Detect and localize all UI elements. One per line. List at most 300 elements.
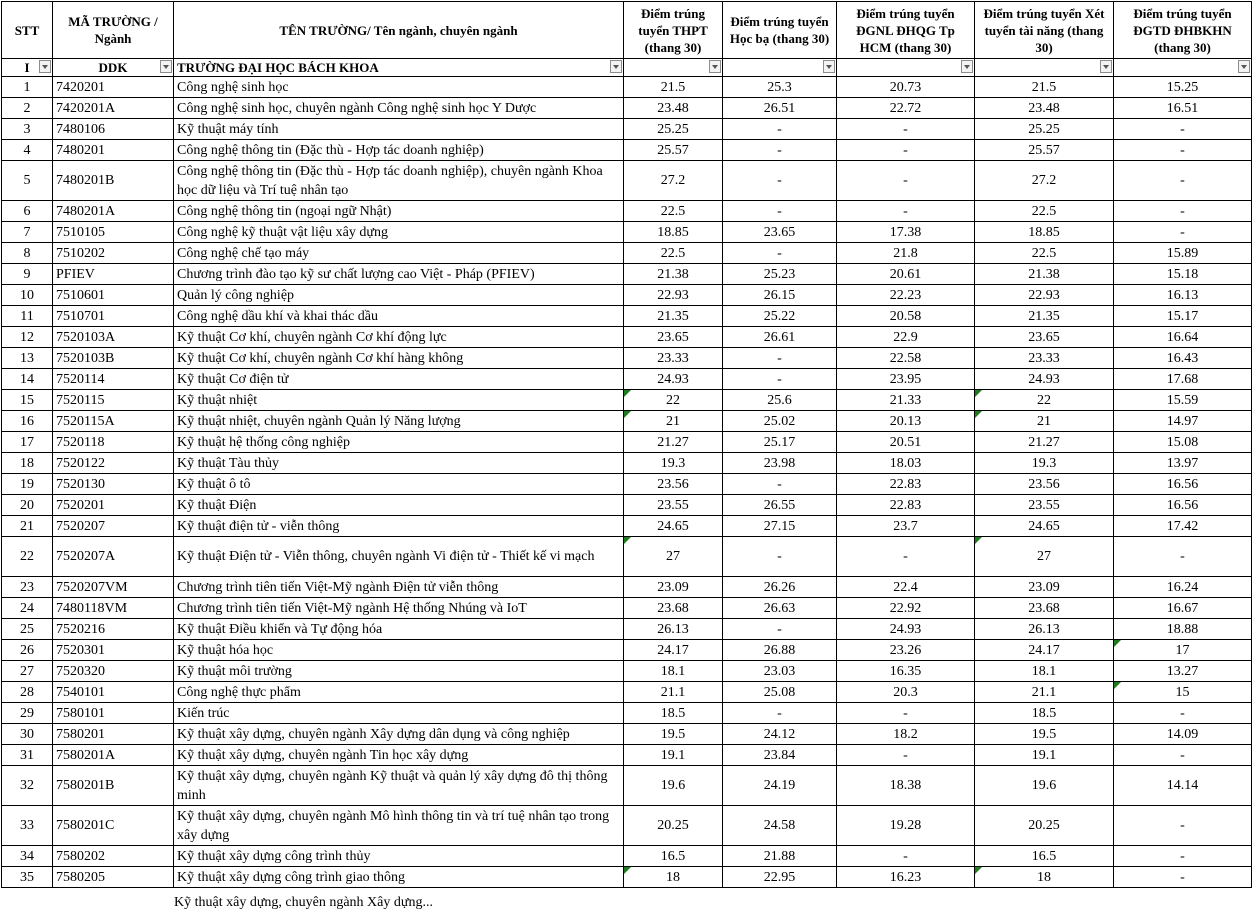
cell-ten-nganh[interactable]: Kỹ thuật máy tính [174, 119, 624, 140]
cell-diem-thpt[interactable]: 27 [624, 537, 723, 577]
cell-diem-dgtd[interactable]: 16.56 [1114, 495, 1252, 516]
cell-ma-nganh[interactable]: PFIEV [53, 264, 174, 285]
cell-stt[interactable]: 23 [2, 577, 53, 598]
cell-diem-tai-nang[interactable]: 27 [975, 537, 1114, 577]
cell-ten-nganh[interactable]: Kỹ thuật xây dựng công trình thủy [174, 846, 624, 867]
cell-diem-thpt[interactable]: 22.5 [624, 243, 723, 264]
cell-diem-tai-nang[interactable]: 24.93 [975, 369, 1114, 390]
cell-diem-hoc-ba[interactable]: 24.58 [723, 806, 837, 846]
cell-diem-tai-nang[interactable]: 22 [975, 390, 1114, 411]
cell-stt[interactable]: 15 [2, 390, 53, 411]
cell-ten-nganh[interactable]: Kỹ thuật Điện tử - Viễn thông, chuyên ngành Vi điện tử - Thiết kế vi mạch [174, 537, 624, 577]
cell-diem-dgtd[interactable]: - [1114, 867, 1252, 888]
cell-ten-nganh[interactable]: Công nghệ sinh học, chuyên ngành Công nghệ sinh học Y Dược [174, 98, 624, 119]
cell-diem-dgtd[interactable]: - [1114, 846, 1252, 867]
cell-diem-dgnl[interactable]: - [837, 703, 975, 724]
table-row [2, 411, 1252, 432]
cell-diem-hoc-ba[interactable]: - [723, 119, 837, 140]
cell-ten-nganh[interactable]: Kỹ thuật xây dựng công trình giao thông [174, 867, 624, 888]
cell-stt[interactable]: 28 [2, 682, 53, 703]
cell-diem-tai-nang[interactable]: 23.55 [975, 495, 1114, 516]
cell-diem-hoc-ba[interactable]: - [723, 537, 837, 577]
cell-ma-nganh[interactable]: 7520130 [53, 474, 174, 495]
cell-ten-nganh[interactable]: Kỹ thuật môi trường [174, 661, 624, 682]
cell-stt[interactable]: 21 [2, 516, 53, 537]
cell-diem-tai-nang[interactable]: 23.48 [975, 98, 1114, 119]
filter-dropdown-icon[interactable] [610, 60, 622, 73]
table-row [2, 682, 1252, 703]
cell-diem-dgtd[interactable]: - [1114, 806, 1252, 846]
cell-diem-dgtd[interactable]: 16.51 [1114, 98, 1252, 119]
cell-diem-dgnl[interactable]: 20.13 [837, 411, 975, 432]
cell-diem-dgnl[interactable]: 19.28 [837, 806, 975, 846]
cell-diem-dgtd[interactable]: 17.42 [1114, 516, 1252, 537]
cell-diem-dgtd[interactable]: 16.24 [1114, 577, 1252, 598]
cell-ten-nganh[interactable]: Kỹ thuật xây dựng, chuyên ngành Tin học xây dựng [174, 745, 624, 766]
cell-stt[interactable]: 10 [2, 285, 53, 306]
cell-diem-dgnl[interactable]: 22.58 [837, 348, 975, 369]
cell-ma-nganh[interactable]: 7520201 [53, 495, 174, 516]
cell-diem-hoc-ba[interactable]: 21.88 [723, 846, 837, 867]
cell-diem-tai-nang[interactable]: 18.1 [975, 661, 1114, 682]
cell-ma-nganh[interactable]: 7480201 [53, 140, 174, 161]
cell-diem-dgnl[interactable]: - [837, 161, 975, 201]
cell-diem-dgnl[interactable]: 20.3 [837, 682, 975, 703]
cell-stt[interactable]: 14 [2, 369, 53, 390]
cell-diem-thpt[interactable]: 23.68 [624, 598, 723, 619]
cell-diem-hoc-ba[interactable]: - [723, 140, 837, 161]
cell-ten-nganh[interactable]: Công nghệ thông tin (Đặc thù - Hợp tác doanh nghiệp) [174, 140, 624, 161]
cell-diem-tai-nang[interactable]: 26.13 [975, 619, 1114, 640]
cell-ma-nganh[interactable]: 7480106 [53, 119, 174, 140]
cell-diem-hoc-ba[interactable]: 26.88 [723, 640, 837, 661]
cell-diem-dgnl[interactable]: 17.38 [837, 222, 975, 243]
table-row [2, 201, 1252, 222]
cell-diem-tai-nang[interactable]: 22.5 [975, 243, 1114, 264]
cell-diem-thpt[interactable]: 23.65 [624, 327, 723, 348]
table-row [2, 724, 1252, 745]
cell-diem-tai-nang[interactable]: 19.5 [975, 724, 1114, 745]
cell-ma-nganh[interactable]: 7520115 [53, 390, 174, 411]
cell-diem-thpt[interactable]: 23.56 [624, 474, 723, 495]
cell-ma-nganh[interactable]: 7540101 [53, 682, 174, 703]
cell-diem-thpt[interactable]: 21.35 [624, 306, 723, 327]
cell-diem-thpt[interactable]: 27.2 [624, 161, 723, 201]
cell-diem-hoc-ba[interactable]: - [723, 474, 837, 495]
table-row [2, 703, 1252, 724]
cell-diem-tai-nang[interactable]: 24.65 [975, 516, 1114, 537]
cell-diem-dgnl[interactable]: 22.72 [837, 98, 975, 119]
cell-ten-nganh[interactable]: Kỹ thuật điện tử - viễn thông [174, 516, 624, 537]
cell-diem-dgtd[interactable]: 14.09 [1114, 724, 1252, 745]
cell-diem-tai-nang[interactable]: 23.56 [975, 474, 1114, 495]
cell-diem-dgtd[interactable]: 15.89 [1114, 243, 1252, 264]
cell-ten-nganh[interactable]: Kỹ thuật Cơ điện tử [174, 369, 624, 390]
cell-stt[interactable]: 20 [2, 495, 53, 516]
cell-diem-dgnl[interactable]: - [837, 140, 975, 161]
cell-diem-dgnl[interactable]: 20.51 [837, 432, 975, 453]
cell-diem-tai-nang[interactable]: 19.3 [975, 453, 1114, 474]
cell-ma-nganh[interactable]: 7580201A [53, 745, 174, 766]
cell-diem-dgtd[interactable]: 13.97 [1114, 453, 1252, 474]
cell-diem-dgtd[interactable]: 17 [1114, 640, 1252, 661]
cell-diem-dgtd[interactable]: - [1114, 201, 1252, 222]
cell-diem-thpt[interactable]: 21.1 [624, 682, 723, 703]
cell-diem-dgnl[interactable]: 21.33 [837, 390, 975, 411]
cell-stt[interactable]: 5 [2, 161, 53, 201]
cell-diem-dgnl[interactable]: 22.4 [837, 577, 975, 598]
cell-ten-nganh[interactable]: Kỹ thuật nhiệt [174, 390, 624, 411]
cell-diem-thpt[interactable]: 26.13 [624, 619, 723, 640]
cell-ten-nganh[interactable]: Kiến trúc [174, 703, 624, 724]
cell-diem-tai-nang[interactable]: 24.17 [975, 640, 1114, 661]
cell-diem-tai-nang[interactable]: 16.5 [975, 846, 1114, 867]
cell-ma-nganh[interactable]: 7420201 [53, 77, 174, 98]
cell-diem-hoc-ba[interactable]: 23.98 [723, 453, 837, 474]
filter-dropdown-icon[interactable] [709, 60, 721, 73]
cell-diem-dgtd[interactable]: 16.13 [1114, 285, 1252, 306]
cell-ten-nganh[interactable]: Quản lý công nghiệp [174, 285, 624, 306]
cell-diem-hoc-ba[interactable]: 26.61 [723, 327, 837, 348]
cell-diem-dgnl[interactable]: 20.61 [837, 264, 975, 285]
cell-diem-hoc-ba[interactable]: 25.08 [723, 682, 837, 703]
cell-diem-dgtd[interactable]: - [1114, 537, 1252, 577]
cell-diem-dgnl[interactable]: - [837, 119, 975, 140]
cell-diem-hoc-ba[interactable]: 23.84 [723, 745, 837, 766]
cell-diem-dgnl[interactable]: 22.9 [837, 327, 975, 348]
cell-diem-tai-nang[interactable]: 19.1 [975, 745, 1114, 766]
school-code: DDK [98, 59, 128, 75]
cell-diem-tai-nang[interactable]: 21 [975, 411, 1114, 432]
cell-diem-tai-nang[interactable]: 21.5 [975, 77, 1114, 98]
cell-diem-tai-nang[interactable]: 21.38 [975, 264, 1114, 285]
cell-diem-dgnl[interactable]: 24.93 [837, 619, 975, 640]
cell-diem-thpt[interactable]: 22.5 [624, 201, 723, 222]
cell-ma-nganh[interactable]: 7520320 [53, 661, 174, 682]
cell-diem-thpt[interactable]: 24.65 [624, 516, 723, 537]
cell-diem-thpt[interactable]: 19.5 [624, 724, 723, 745]
cell-stt[interactable]: 19 [2, 474, 53, 495]
cell-diem-hoc-ba[interactable]: 25.22 [723, 306, 837, 327]
cell-stt[interactable]: 13 [2, 348, 53, 369]
filter-dropdown-icon[interactable] [39, 60, 51, 73]
cell-ten-nganh[interactable]: Kỹ thuật Cơ khí, chuyên ngành Cơ khí động lực [174, 327, 624, 348]
cell-diem-tai-nang[interactable]: 18.85 [975, 222, 1114, 243]
table-row [2, 327, 1252, 348]
cell-diem-tai-nang[interactable]: 18 [975, 867, 1114, 888]
cell-diem-dgnl[interactable]: - [837, 201, 975, 222]
cell-diem-thpt[interactable]: 19.3 [624, 453, 723, 474]
cell-stt[interactable]: 27 [2, 661, 53, 682]
cell-ten-nganh[interactable]: Kỹ thuật Điều khiển và Tự động hóa [174, 619, 624, 640]
cell-diem-tai-nang[interactable]: 27.2 [975, 161, 1114, 201]
cell-ma-nganh[interactable]: 7520103B [53, 348, 174, 369]
cell-diem-dgtd[interactable]: 16.64 [1114, 327, 1252, 348]
cell-stt[interactable]: 34 [2, 846, 53, 867]
cell-diem-tai-nang[interactable]: 25.25 [975, 119, 1114, 140]
cell-diem-tai-nang[interactable]: 23.68 [975, 598, 1114, 619]
school-name: TRƯỜNG ĐẠI HỌC BÁCH KHOA [177, 59, 379, 75]
cell-ten-nganh[interactable]: Công nghệ thông tin (Đặc thù - Hợp tác doanh nghiệp), chuyên ngành Khoa học dữ liệu và Trí tuệ nhân tạo [174, 161, 624, 201]
cell-stt[interactable]: 32 [2, 766, 53, 806]
cell-stt[interactable]: 29 [2, 703, 53, 724]
cell-ten-nganh[interactable]: Kỹ thuật Cơ khí, chuyên ngành Cơ khí hàng không [174, 348, 624, 369]
cell-diem-hoc-ba[interactable]: 26.15 [723, 285, 837, 306]
filter-dropdown-icon[interactable] [1100, 60, 1112, 73]
cell-diem-tai-nang[interactable]: 22.5 [975, 201, 1114, 222]
cell-diem-hoc-ba[interactable]: 26.26 [723, 577, 837, 598]
cell-diem-thpt[interactable]: 18 [624, 867, 723, 888]
cell-ma-nganh[interactable]: 7520216 [53, 619, 174, 640]
cell-diem-hoc-ba[interactable]: - [723, 703, 837, 724]
cell-ma-nganh[interactable]: 7580201 [53, 724, 174, 745]
cell-diem-hoc-ba[interactable]: 26.51 [723, 98, 837, 119]
cell-ma-nganh[interactable]: 7480201B [53, 161, 174, 201]
cell-diem-dgnl[interactable]: 22.92 [837, 598, 975, 619]
cell-diem-hoc-ba[interactable]: - [723, 161, 837, 201]
cell-diem-dgnl[interactable]: 23.26 [837, 640, 975, 661]
cell-diem-hoc-ba[interactable]: 22.95 [723, 867, 837, 888]
cell-diem-thpt[interactable]: 18.5 [624, 703, 723, 724]
cell-ten-nganh[interactable]: Công nghệ sinh học [174, 77, 624, 98]
cell-ma-nganh[interactable]: 7520301 [53, 640, 174, 661]
cell-ma-nganh[interactable]: 7520207VM [53, 577, 174, 598]
cell-diem-dgtd[interactable]: 14.97 [1114, 411, 1252, 432]
cell-ten-nganh[interactable]: Kỹ thuật nhiệt, chuyên ngành Quản lý Năng lượng [174, 411, 624, 432]
cell-diem-dgnl[interactable]: 23.7 [837, 516, 975, 537]
cell-ten-nganh[interactable]: Công nghệ thông tin (ngoại ngữ Nhật) [174, 201, 624, 222]
cell-diem-tai-nang[interactable]: 21.27 [975, 432, 1114, 453]
cell-diem-dgnl[interactable]: 22.23 [837, 285, 975, 306]
cell-diem-dgnl[interactable]: 18.03 [837, 453, 975, 474]
cell-diem-dgnl[interactable]: 22.83 [837, 495, 975, 516]
cell-diem-dgtd[interactable]: 16.43 [1114, 348, 1252, 369]
cell-diem-dgnl[interactable]: 23.95 [837, 369, 975, 390]
cell-diem-tai-nang[interactable]: 25.57 [975, 140, 1114, 161]
cell-diem-hoc-ba[interactable]: - [723, 348, 837, 369]
cell-diem-hoc-ba[interactable]: 27.15 [723, 516, 837, 537]
cell-stt[interactable]: 17 [2, 432, 53, 453]
cell-stt[interactable]: 3 [2, 119, 53, 140]
cell-diem-thpt[interactable]: 23.09 [624, 577, 723, 598]
cell-diem-thpt[interactable]: 23.33 [624, 348, 723, 369]
cell-stt[interactable]: 22 [2, 537, 53, 577]
cell-diem-dgnl[interactable]: 18.38 [837, 766, 975, 806]
cell-diem-dgtd[interactable]: 15.17 [1114, 306, 1252, 327]
cell-ma-nganh[interactable]: 7520207A [53, 537, 174, 577]
cell-ten-nganh[interactable]: Kỹ thuật hệ thống công nghiệp [174, 432, 624, 453]
cell-ten-nganh[interactable]: Kỹ thuật xây dựng, chuyên ngành Kỹ thuật và quản lý xây dựng đô thị thông minh [174, 766, 624, 806]
cell-ma-nganh[interactable]: 7580205 [53, 867, 174, 888]
cell-ma-nganh[interactable]: 7520103A [53, 327, 174, 348]
cell-diem-dgtd[interactable]: 15.25 [1114, 77, 1252, 98]
cell-ten-nganh[interactable]: Công nghệ thực phẩm [174, 682, 624, 703]
cell-ten-nganh[interactable]: Kỹ thuật Tàu thủy [174, 453, 624, 474]
filter-dropdown-icon[interactable] [823, 60, 835, 73]
cell-diem-hoc-ba[interactable]: 25.23 [723, 264, 837, 285]
cell-diem-hoc-ba[interactable]: 24.19 [723, 766, 837, 806]
cell-diem-dgtd[interactable]: 15 [1114, 682, 1252, 703]
cell-diem-tai-nang[interactable]: 23.09 [975, 577, 1114, 598]
cell-diem-hoc-ba[interactable]: 26.55 [723, 495, 837, 516]
cell-diem-dgtd[interactable]: 14.14 [1114, 766, 1252, 806]
cell-diem-dgtd[interactable]: 15.08 [1114, 432, 1252, 453]
cell-diem-hoc-ba[interactable]: 25.6 [723, 390, 837, 411]
cell-ma-nganh[interactable]: 7580101 [53, 703, 174, 724]
cell-diem-dgtd[interactable]: 16.56 [1114, 474, 1252, 495]
cell-diem-dgtd[interactable]: 16.67 [1114, 598, 1252, 619]
cell-diem-hoc-ba[interactable]: 23.65 [723, 222, 837, 243]
cell-diem-thpt[interactable]: 23.48 [624, 98, 723, 119]
cell-diem-tai-nang[interactable]: 23.65 [975, 327, 1114, 348]
cell-ma-nganh[interactable]: 7510601 [53, 285, 174, 306]
cell-stt[interactable]: 30 [2, 724, 53, 745]
cell-diem-dgtd[interactable]: - [1114, 119, 1252, 140]
cell-diem-thpt[interactable]: 19.6 [624, 766, 723, 806]
cell-diem-thpt[interactable]: 20.25 [624, 806, 723, 846]
cell-stt[interactable]: 24 [2, 598, 53, 619]
cell-diem-thpt[interactable]: 21 [624, 411, 723, 432]
cell-ten-nganh[interactable]: Kỹ thuật xây dựng, chuyên ngành Mô hình thông tin và trí tuệ nhân tạo trong xây dựng [174, 806, 624, 846]
cell-diem-dgtd[interactable]: - [1114, 703, 1252, 724]
cell-ma-nganh[interactable]: 7580201C [53, 806, 174, 846]
cell-stt[interactable]: 16 [2, 411, 53, 432]
cell-diem-dgnl[interactable]: - [837, 846, 975, 867]
cell-diem-hoc-ba[interactable]: - [723, 369, 837, 390]
cell-ma-nganh[interactable]: 7520122 [53, 453, 174, 474]
cell-ma-nganh[interactable]: 7520114 [53, 369, 174, 390]
cell-diem-dgtd[interactable]: - [1114, 140, 1252, 161]
cell-diem-tai-nang[interactable]: 22.93 [975, 285, 1114, 306]
cell-ten-nganh[interactable]: Công nghệ chế tạo máy [174, 243, 624, 264]
cell-ma-nganh[interactable]: 7520207 [53, 516, 174, 537]
cell-diem-dgnl[interactable]: - [837, 537, 975, 577]
cell-diem-thpt[interactable]: 21.27 [624, 432, 723, 453]
cell-diem-hoc-ba[interactable]: - [723, 619, 837, 640]
cell-diem-thpt[interactable]: 21.38 [624, 264, 723, 285]
table-row [2, 867, 1252, 888]
cell-ma-nganh[interactable]: 7520115A [53, 411, 174, 432]
cell-ten-nganh[interactable]: Kỹ thuật ô tô [174, 474, 624, 495]
cell-ten-nganh[interactable]: Chương trình đào tạo kỹ sư chất lượng cao Việt - Pháp (PFIEV) [174, 264, 624, 285]
cell-diem-hoc-ba[interactable]: 23.03 [723, 661, 837, 682]
cell-diem-dgnl[interactable]: 20.58 [837, 306, 975, 327]
cell-diem-dgnl[interactable]: 21.8 [837, 243, 975, 264]
cell-diem-dgnl[interactable]: 18.2 [837, 724, 975, 745]
cell-diem-thpt[interactable]: 24.17 [624, 640, 723, 661]
cell-stt[interactable]: 33 [2, 806, 53, 846]
cell-diem-dgnl[interactable]: - [837, 745, 975, 766]
cell-diem-hoc-ba[interactable]: - [723, 201, 837, 222]
cell-diem-dgnl[interactable]: 16.35 [837, 661, 975, 682]
cell-diem-hoc-ba[interactable]: 25.17 [723, 432, 837, 453]
cell-stt[interactable]: 35 [2, 867, 53, 888]
cell-diem-dgtd[interactable]: - [1114, 161, 1252, 201]
cell-diem-tai-nang[interactable]: 20.25 [975, 806, 1114, 846]
section-roman-numeral: I [24, 59, 30, 75]
cell-diem-dgtd[interactable]: 15.18 [1114, 264, 1252, 285]
cell-diem-hoc-ba[interactable]: - [723, 243, 837, 264]
cell-stt[interactable]: 6 [2, 201, 53, 222]
cell-stt[interactable]: 4 [2, 140, 53, 161]
cell-diem-hoc-ba[interactable]: 25.02 [723, 411, 837, 432]
cell-ma-nganh[interactable]: 7510105 [53, 222, 174, 243]
cell-diem-tai-nang[interactable]: 21.1 [975, 682, 1114, 703]
cell-diem-dgnl[interactable]: 16.23 [837, 867, 975, 888]
cell-diem-dgtd[interactable]: 17.68 [1114, 369, 1252, 390]
cell-diem-tai-nang[interactable]: 23.33 [975, 348, 1114, 369]
cell-diem-tai-nang[interactable]: 21.35 [975, 306, 1114, 327]
cell-ma-nganh[interactable]: 7580202 [53, 846, 174, 867]
cell-stt[interactable]: 31 [2, 745, 53, 766]
partial-row-name: Kỹ thuật xây dựng, chuyên ngành Xây dựng... [174, 895, 433, 910]
cell-diem-dgnl[interactable]: 22.83 [837, 474, 975, 495]
cell-stt[interactable]: 26 [2, 640, 53, 661]
cell-ma-nganh[interactable]: 7480201A [53, 201, 174, 222]
cell-diem-dgtd[interactable]: - [1114, 222, 1252, 243]
cell-diem-hoc-ba[interactable]: 25.3 [723, 77, 837, 98]
cell-ma-nganh[interactable]: 7480118VM [53, 598, 174, 619]
cell-diem-thpt[interactable]: 25.57 [624, 140, 723, 161]
cell-ma-nganh[interactable]: 7580201B [53, 766, 174, 806]
cell-stt[interactable]: 8 [2, 243, 53, 264]
cell-diem-hoc-ba[interactable]: 26.63 [723, 598, 837, 619]
cell-ten-nganh[interactable]: Công nghệ kỹ thuật vật liệu xây dựng [174, 222, 624, 243]
cell-stt[interactable]: 18 [2, 453, 53, 474]
cell-stt[interactable]: 11 [2, 306, 53, 327]
cell-ten-nganh[interactable]: Công nghệ dầu khí và khai thác dầu [174, 306, 624, 327]
cell-stt[interactable]: 25 [2, 619, 53, 640]
cell-ten-nganh[interactable]: Kỹ thuật hóa học [174, 640, 624, 661]
cell-ten-nganh[interactable]: Chương trình tiên tiến Việt-Mỹ ngành Điện tử viễn thông [174, 577, 624, 598]
cell-diem-hoc-ba[interactable]: 24.12 [723, 724, 837, 745]
cell-diem-dgnl[interactable]: 20.73 [837, 77, 975, 98]
cell-diem-dgtd[interactable]: 18.88 [1114, 619, 1252, 640]
cell-diem-dgtd[interactable]: 15.59 [1114, 390, 1252, 411]
cell-stt[interactable]: 1 [2, 77, 53, 98]
cell-ma-nganh[interactable]: 7510202 [53, 243, 174, 264]
cell-diem-thpt[interactable]: 18.1 [624, 661, 723, 682]
cell-ten-nganh[interactable]: Kỹ thuật Điện [174, 495, 624, 516]
cell-ten-nganh[interactable]: Chương trình tiên tiến Việt-Mỹ ngành Hệ thống Nhúng và IoT [174, 598, 624, 619]
table-row [2, 222, 1252, 243]
cell-stt[interactable]: 7 [2, 222, 53, 243]
cell-ma-nganh[interactable]: 7420201A [53, 98, 174, 119]
cell-diem-thpt[interactable]: 25.25 [624, 119, 723, 140]
cell-diem-thpt[interactable]: 19.1 [624, 745, 723, 766]
filter-dropdown-icon[interactable] [160, 60, 172, 73]
cell-ma-nganh[interactable]: 7520118 [53, 432, 174, 453]
cell-diem-thpt[interactable]: 24.93 [624, 369, 723, 390]
cell-stt[interactable]: 9 [2, 264, 53, 285]
cell-diem-tai-nang[interactable]: 19.6 [975, 766, 1114, 806]
cell-diem-tai-nang[interactable]: 18.5 [975, 703, 1114, 724]
filter-dropdown-icon[interactable] [1238, 60, 1250, 73]
cell-ma-nganh[interactable]: 7510701 [53, 306, 174, 327]
cell-diem-thpt[interactable]: 22 [624, 390, 723, 411]
filter-dropdown-icon[interactable] [961, 60, 973, 73]
cell-ten-nganh[interactable]: Kỹ thuật xây dựng, chuyên ngành Xây dựng dân dụng và công nghiệp [174, 724, 624, 745]
cell-stt[interactable]: 2 [2, 98, 53, 119]
cell-diem-thpt[interactable]: 22.93 [624, 285, 723, 306]
cell-diem-thpt[interactable]: 16.5 [624, 846, 723, 867]
cell-diem-thpt[interactable]: 21.5 [624, 77, 723, 98]
cell-stt[interactable]: 12 [2, 327, 53, 348]
cell-diem-thpt[interactable]: 23.55 [624, 495, 723, 516]
cell-diem-dgtd[interactable]: 13.27 [1114, 661, 1252, 682]
cell-diem-thpt[interactable]: 18.85 [624, 222, 723, 243]
cell-diem-dgtd[interactable]: - [1114, 745, 1252, 766]
